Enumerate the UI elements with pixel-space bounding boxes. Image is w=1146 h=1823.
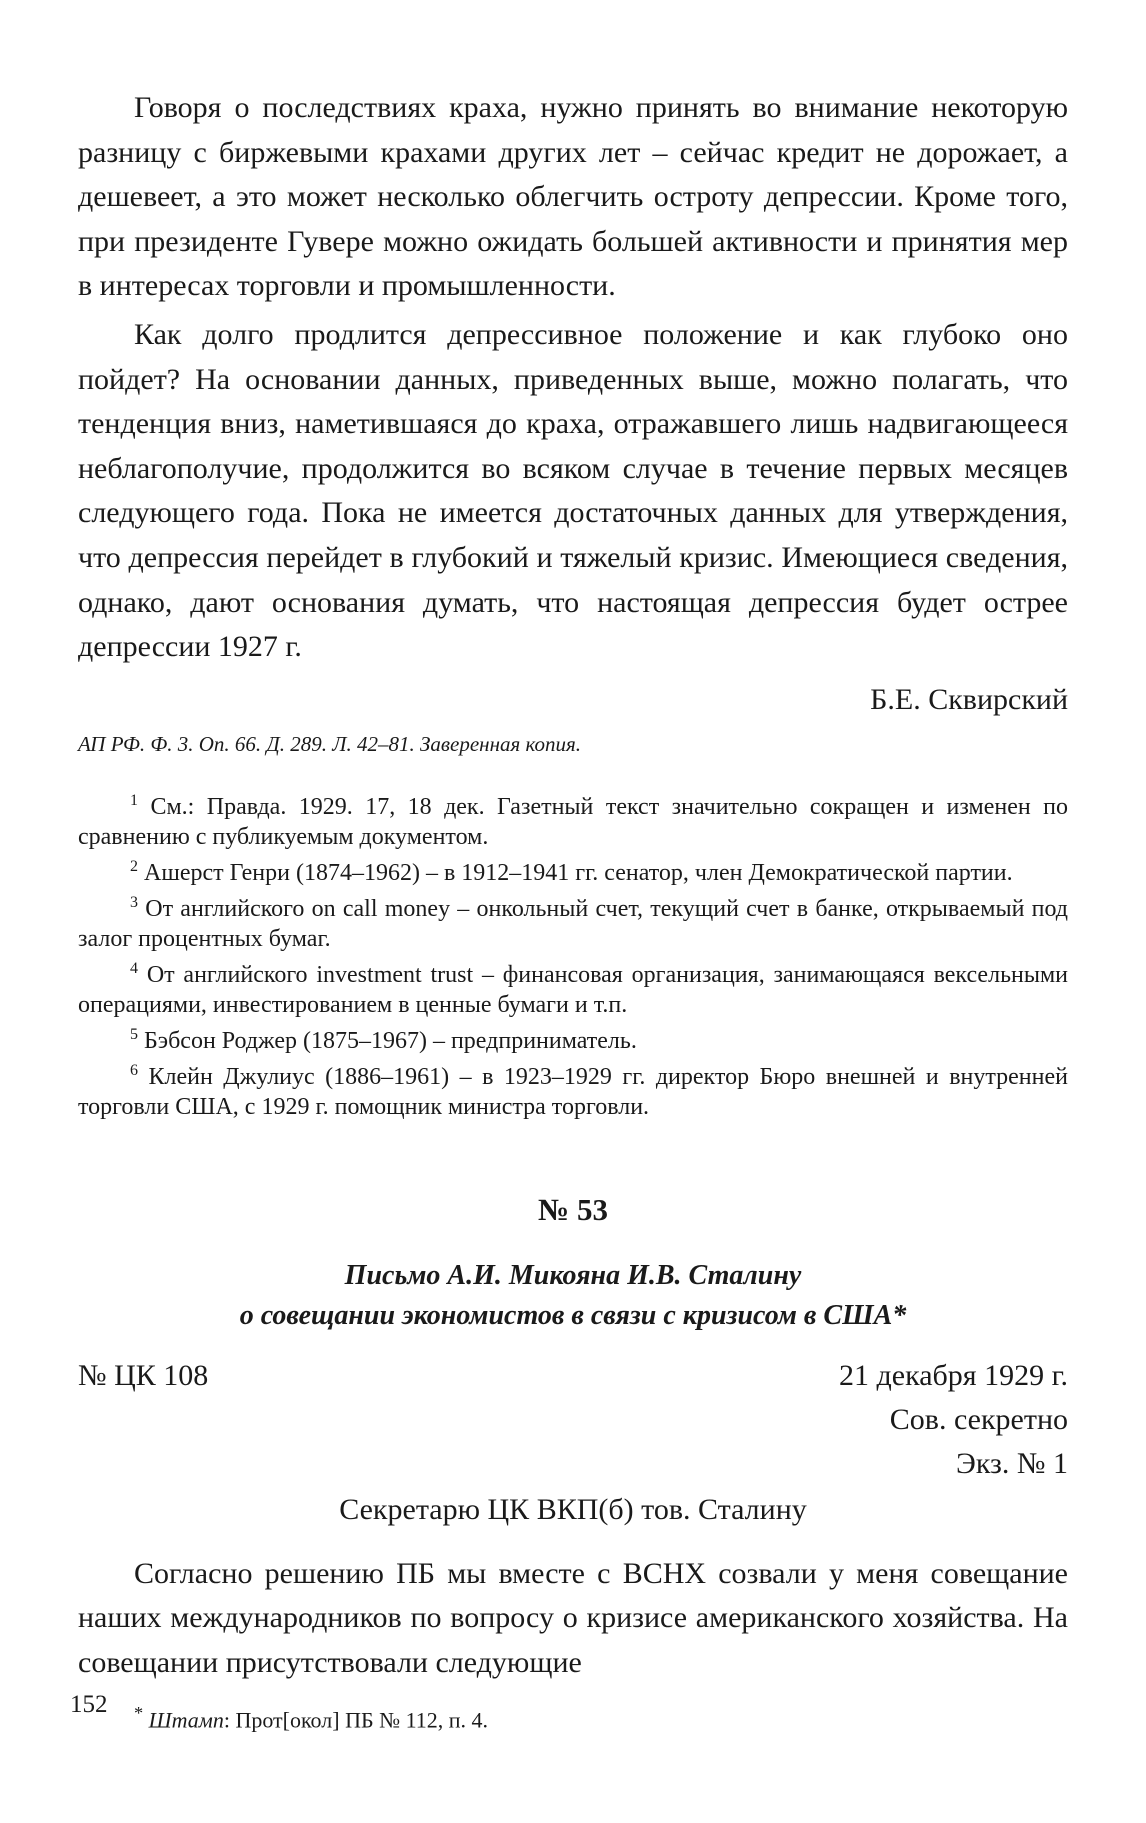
footnote-text: Клейн Джулиус (1886–1961) – в 1923–1929 гг. директор Бюро внешней и внутренней торговли США, с 1929 г. помощник министра торговли. [78,1063,1068,1120]
footnote-5 [78,1026,1068,1056]
footnote-marker: 6 [130,1061,138,1079]
stamp-footnote [134,1698,1068,1735]
footnote-marker: 4 [130,959,138,977]
document-date: 21 декабря 1929 г. [839,1358,1068,1392]
classification: Сов. секретно [889,1402,1068,1436]
footnote-marker: 5 [130,1025,138,1043]
stamp-text: : Прот[окол] ПБ № 112, п. 4. [223,1706,489,1732]
footnote-marker: 3 [130,893,138,911]
footnote-2 [78,858,1068,888]
document-title [78,1256,1068,1336]
footnote-text: См.: Правда. 1929. 17, 18 дек. Газетный текст значительно сокращен и изменен по сравнению с публикуемым документом. [78,793,1068,850]
footnote-marker: 2 [130,857,138,875]
footnote-4 [78,960,1068,1020]
body-paragraph-2: Как долго продлится депрессивное положение и как глубоко оно пойдет? На основании данных, приведенных выше, можно полагать, что тенденция вниз, наметившаяся до краха, отражавшего лишь надвигающееся неблагополучие, продолжится во всяком случае в течение первых месяцев следующего года. Пока не имеется достаточных данных для утверждения, что депрессия перейдет в глубокий и тяжелый кризис. Имеющиеся сведения, однако, дают основания думать, что настоящая депрессия будет острее депрессии 1927 г. [78,317,1068,664]
footnote-text: Бэбсон Роджер (1875–1967) – предприниматель. [144,1027,637,1054]
footnote-1 [78,792,1068,852]
reference-number: № ЦК 108 [78,1358,209,1392]
copy-number: Экз. № 1 [956,1446,1068,1480]
footnote-6 [78,1062,1068,1122]
document-meta-row [78,1354,1068,1398]
archive-reference: АП РФ. Ф. 3. Оп. 66. Д. 289. Л. 42–81. Заверенная копия. [78,731,582,756]
star-marker: * [134,1702,144,1723]
footnote-3 [78,894,1068,954]
footnotes [78,792,1068,1122]
footnote-text: От английского investment trust – финансовая организация, занимающаяся вексельными операциями, инвестированием в ценные бумаги и т.п. [78,961,1069,1018]
body-paragraph-1: Говоря о последствиях краха, нужно принять во внимание некоторую разницу с биржевыми крахами других лет – сейчас кредит не дорожает, а дешевеет, а это может несколько облегчить остроту депрессии. Кроме того, при президенте Гувере можно ожидать большей активности и принятия мер в интересах торговли и промышленности. [78,91,1068,303]
document-title-line-1: Письмо А.И. Микояна И.В. Сталину [344,1259,802,1291]
letter-body: Согласно решению ПБ мы вместе с ВСНХ созвали у меня совещание наших международников по вопросу о кризисе американского хозяйства. На совещании присутствовали следующие [78,1556,1068,1679]
footnote-text: Ашерст Генри (1874–1962) – в 1912–1941 гг. сенатор, член Демократической партии. [144,859,1013,886]
addressee: Секретарю ЦК ВКП(б) тов. Сталину [339,1492,807,1526]
footnote-marker: 1 [130,791,138,809]
page-number: 152 [70,1691,108,1718]
signature: Б.Е. Сквирский [870,682,1068,716]
footnote-text: От английского on call money – онкольный счет, текущий счет в банке, открываемый под залог процентных бумаг. [78,895,1069,952]
document-title-line-2: о совещании экономистов в связи с кризисом в США* [239,1299,907,1331]
stamp-label: Штамп [148,1706,224,1732]
document-number: № 53 [538,1191,608,1227]
